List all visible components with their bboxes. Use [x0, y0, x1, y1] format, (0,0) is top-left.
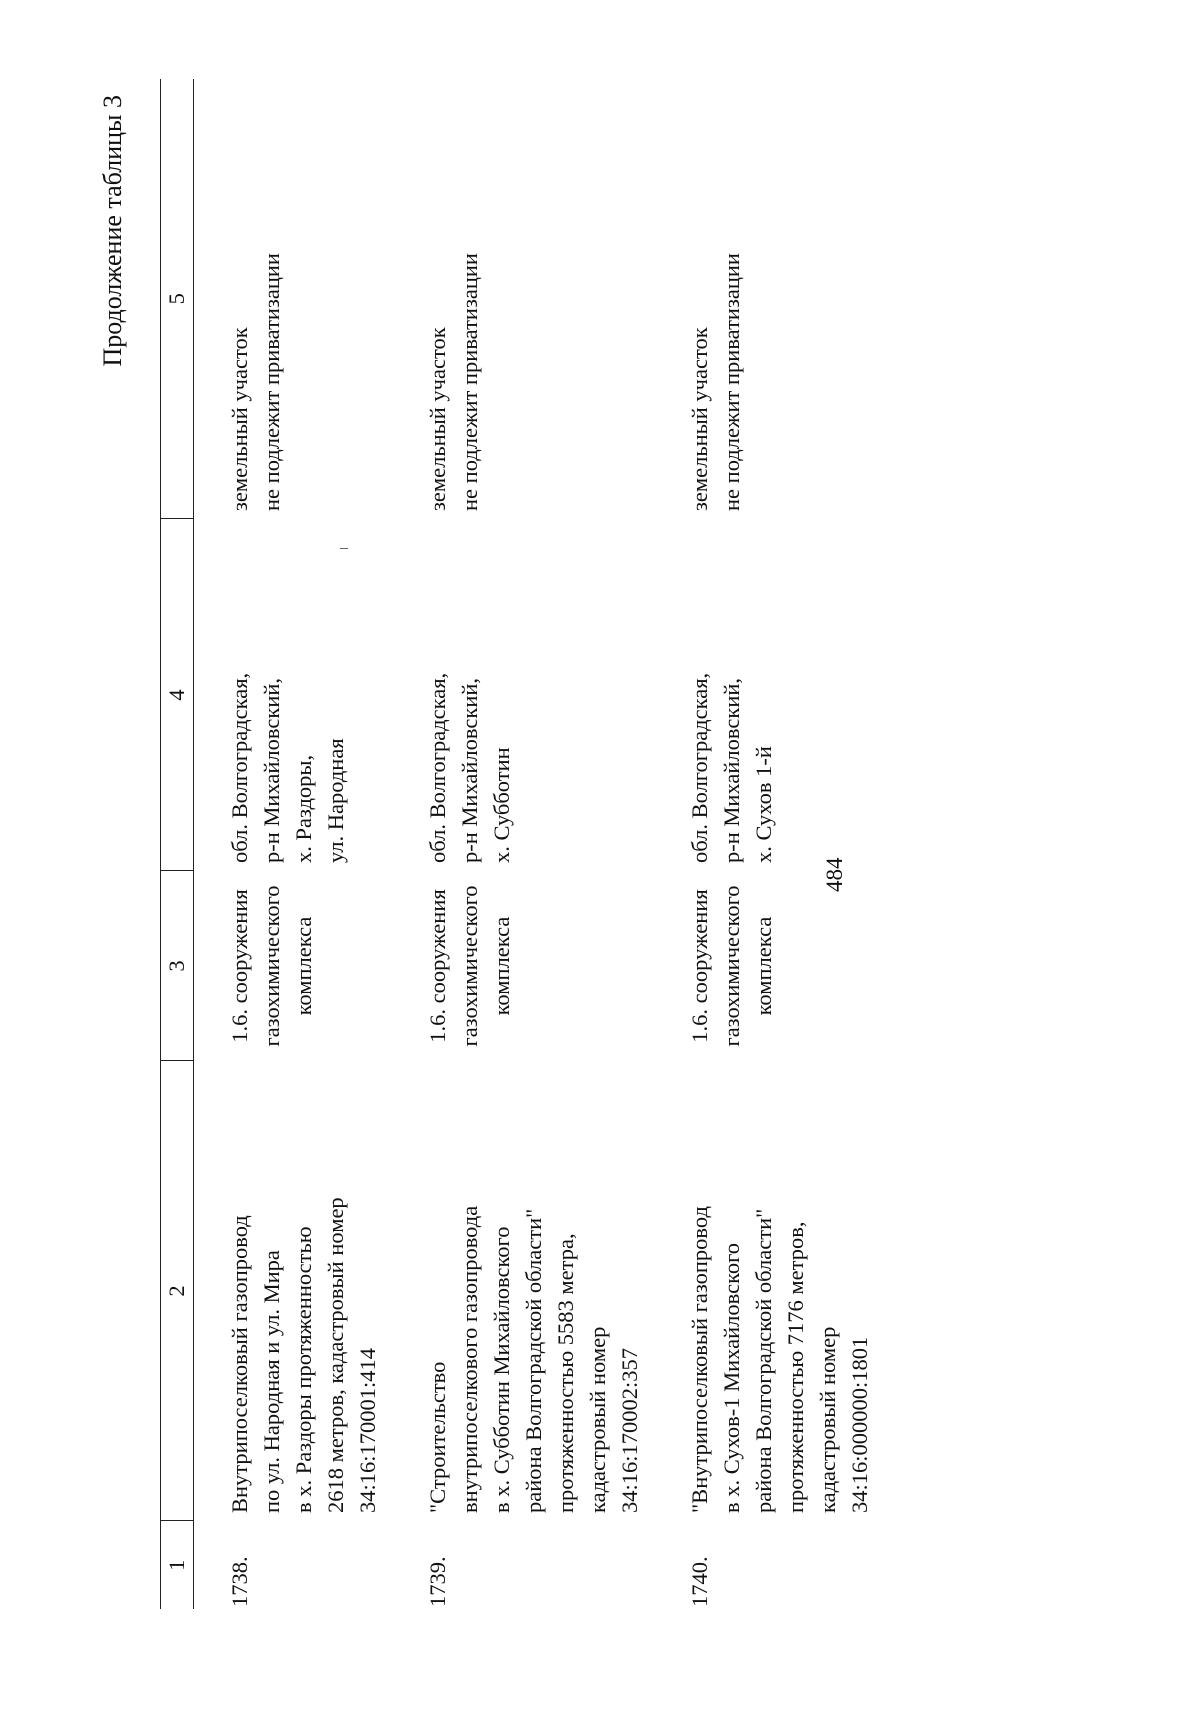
- object-name-line: в х. Субботин Михайловского: [489, 1226, 514, 1513]
- object-name-line: "Строительство: [425, 1361, 450, 1513]
- header-col-4: 4: [161, 519, 194, 871]
- row-number: 1739.: [425, 1556, 450, 1607]
- address-line: р-н Михайловский,: [719, 677, 744, 863]
- address-line: обл. Волгоградская,: [687, 672, 712, 863]
- category-line: газохимического: [457, 885, 482, 1047]
- header-col-1: 1: [161, 1521, 194, 1609]
- address-cell: [668, 519, 898, 871]
- note-line: не подлежит приватизации: [457, 253, 482, 511]
- note-line: земельный участок: [687, 327, 712, 511]
- note-cell: [194, 79, 407, 519]
- note-line: не подлежит приватизации: [719, 253, 744, 511]
- object-name-line: 34:16:170001:414: [355, 1347, 380, 1513]
- category-line: 1.6. сооружения: [227, 889, 252, 1043]
- note-cell: [668, 79, 898, 519]
- category-cell: [668, 871, 898, 1061]
- object-name-line: по ул. Народная и ул. Мира: [259, 1250, 284, 1513]
- note-line: не подлежит приватизации: [259, 253, 284, 511]
- address-line: обл. Волгоградская,: [227, 672, 252, 863]
- address-line: х. Субботин: [489, 747, 514, 863]
- category-cell: [194, 871, 407, 1061]
- address-line: х. Раздоры,: [291, 754, 316, 863]
- category-line: комплекса: [291, 916, 316, 1016]
- table-row: [668, 79, 898, 1609]
- table-row: [406, 79, 668, 1609]
- address-line: р-н Михайловский,: [259, 677, 284, 863]
- object-name-line: протяженностью 7176 метров,: [783, 1221, 808, 1513]
- category-line: 1.6. сооружения: [425, 889, 450, 1043]
- row-number: 1738.: [227, 1556, 252, 1607]
- header-col-2: 2: [161, 1061, 194, 1521]
- address-cell: [194, 519, 407, 871]
- object-name-line: "Внутрипоселковый газопровод: [687, 1206, 712, 1513]
- note-line: земельный участок: [227, 327, 252, 511]
- address-line: р-н Михайловский,: [457, 677, 482, 863]
- object-name-line: Внутрипоселковый газопровод: [227, 1215, 252, 1513]
- category-line: 1.6. сооружения: [687, 889, 712, 1043]
- object-name-line: в х. Сухов-1 Михайловского: [719, 1242, 744, 1513]
- object-name-line: 34:16:000000:1801: [847, 1336, 872, 1513]
- table-row: [194, 79, 407, 1609]
- category-line: комплекса: [489, 916, 514, 1016]
- object-name-line: 2618 метров, кадастровый номер: [323, 1197, 348, 1513]
- page-number: 484: [822, 857, 847, 892]
- object-name-line: кадастровый номер: [815, 1326, 840, 1513]
- object-name-line: протяженностью 5583 метра,: [553, 1233, 578, 1513]
- note-cell: [406, 79, 668, 519]
- scan-mark: [340, 548, 348, 549]
- object-name-cell: [194, 1061, 407, 1521]
- table-header-row: [161, 79, 194, 1609]
- address-line: х. Сухов 1-й: [751, 746, 776, 863]
- table-continuation-label: Продолжение таблицы 3: [98, 95, 127, 367]
- category-line: комплекса: [751, 916, 776, 1016]
- object-name-line: кадастровый номер: [585, 1326, 610, 1513]
- header-col-3: 3: [161, 871, 194, 1061]
- object-name-line: внутрипоселкового газопровода: [457, 1205, 482, 1513]
- object-name-line: района Волгоградской области": [751, 1208, 776, 1513]
- address-line: обл. Волгоградская,: [425, 672, 450, 863]
- address-line: ул. Народная: [323, 738, 348, 863]
- object-name-line: в х. Раздоры протяженностью: [291, 1226, 316, 1513]
- address-cell: [406, 519, 668, 871]
- object-name-cell: [668, 1061, 898, 1521]
- note-line: земельный участок: [425, 327, 450, 511]
- property-register-table: [160, 79, 898, 1609]
- header-col-5: 5: [161, 79, 194, 519]
- object-name-line: 34:16:170002:357: [617, 1347, 642, 1513]
- category-line: газохимического: [259, 885, 284, 1047]
- object-name-line: района Волгоградской области": [521, 1208, 546, 1513]
- category-cell: [406, 871, 668, 1061]
- row-number: 1740.: [687, 1556, 712, 1607]
- category-line: газохимического: [719, 885, 744, 1047]
- object-name-cell: [406, 1061, 668, 1521]
